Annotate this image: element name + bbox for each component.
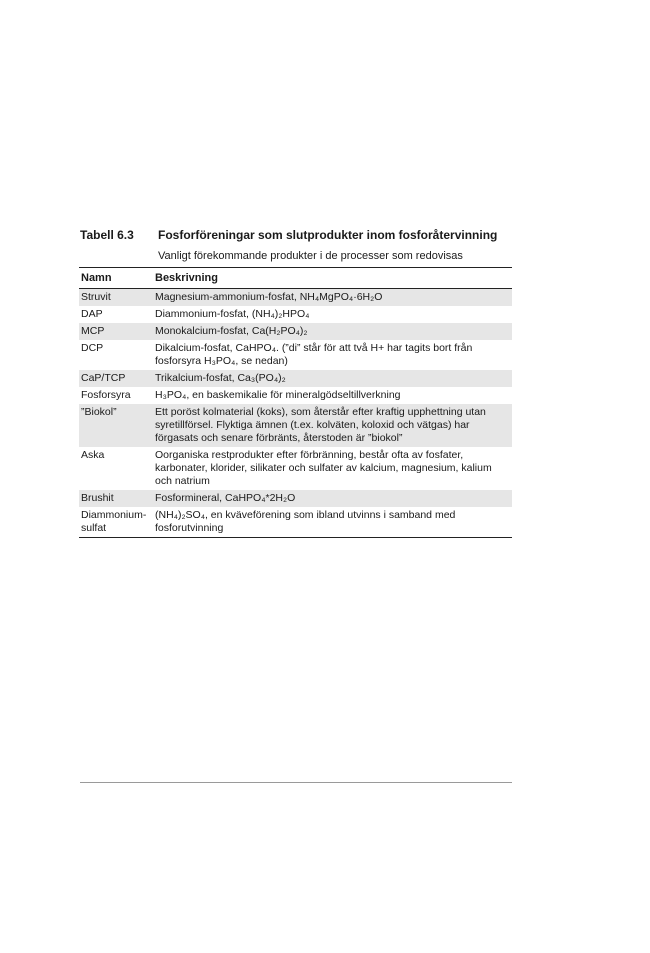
row-description: Oorganiska restprodukter efter förbränning, består ofta av fosfater, karbonater, klorider, silikater och sulfater av kalcium, magnesium, kalium och natrium [155,449,492,487]
table-row [79,323,512,340]
table-header-row [79,268,512,289]
header-description: Beskrivning [155,272,218,284]
table-row [79,306,512,323]
table-row [79,370,512,387]
table-row [79,490,512,507]
table-row [79,507,512,537]
table-row [79,404,512,447]
row-description: H₃PO₄, en baskemikalie för mineralgödseltillverkning [155,389,401,401]
row-name: Diammonium-sulfat [81,509,147,534]
row-description: Ett poröst kolmaterial (koks), som återstår efter kraftig upphettning utan syretillförsel. Flyktiga ämnen (t.ex. kolväten, koloxid och vätgas) har förgasats och senare förbränts, återstoden är ”biokol” [155,406,486,444]
row-description: Trikalcium-fosfat, Ca₃(PO₄)₂ [155,372,286,384]
row-name: Brushit [81,492,114,504]
row-name: Struvit [81,291,111,303]
table-number: Tabell 6.3 [80,228,134,242]
header-name: Namn [81,272,112,284]
table-row [79,387,512,404]
row-name: CaP/TCP [81,372,126,384]
page-divider [80,782,512,783]
table-row [79,447,512,490]
row-description: Dikalcium-fosfat, CaHPO₄. (”di” står för att två H+ har tagits bort från fosforsyra H₃PO₄, se nedan) [155,342,473,367]
row-description: Magnesium-ammonium-fosfat, NH₄MgPO₄·6H₂O [155,291,383,303]
table-subtitle: Vanligt förekommande produkter i de processer som redovisas [158,250,463,262]
row-description: Monokalcium-fosfat, Ca(H₂PO₄)₂ [155,325,308,337]
row-name: DCP [81,342,104,354]
row-name: Fosforsyra [81,389,131,401]
row-name: Aska [81,449,105,461]
phosphorus-compounds-table [79,267,512,538]
row-name: MCP [81,325,105,337]
row-name: ”Biokol” [81,406,117,418]
row-description: Fosformineral, CaHPO₄*2H₂O [155,492,296,504]
row-description: (NH₄)₂SO₄, en kväveförening som ibland utvinns i samband med fosforutvinning [155,509,456,534]
table-row [79,340,512,370]
table-row [79,289,512,306]
row-description: Diammonium-fosfat, (NH₄)₂HPO₄ [155,308,310,320]
row-name: DAP [81,308,103,320]
table-title: Fosforföreningar som slutprodukter inom fosforåtervinning [158,228,498,242]
